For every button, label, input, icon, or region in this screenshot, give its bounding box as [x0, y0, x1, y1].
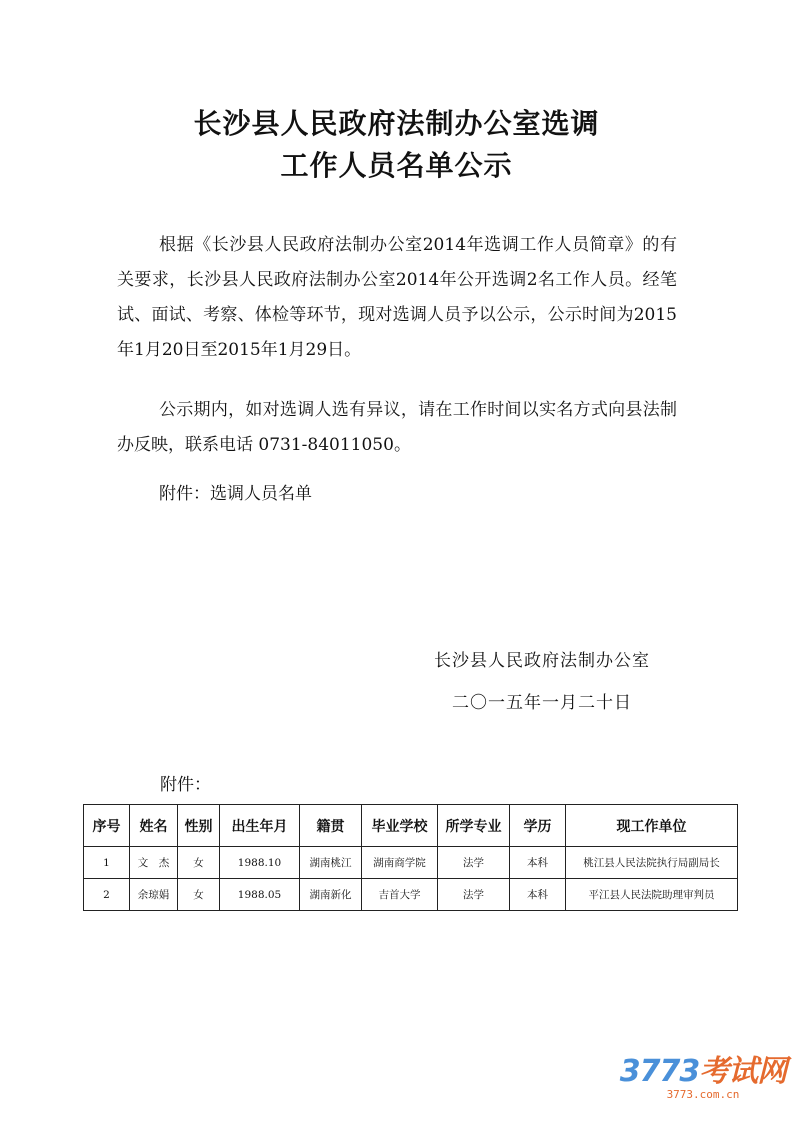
cell-major: 法学: [438, 879, 510, 911]
cell-school: 吉首大学: [362, 879, 438, 911]
col-header-major: 所学专业: [438, 805, 510, 847]
table-row: [84, 847, 738, 879]
site-watermark: [618, 1055, 788, 1101]
cell-gender: 女: [178, 879, 220, 911]
col-header-name: 姓名: [130, 805, 178, 847]
col-header-gender: 性别: [178, 805, 220, 847]
col-header-index: 序号: [84, 805, 130, 847]
cell-index: 1: [84, 847, 130, 879]
cell-education: 本科: [510, 847, 566, 879]
col-header-school: 毕业学校: [362, 805, 438, 847]
col-header-workplace: 现工作单位: [566, 805, 738, 847]
cell-native-place: 湖南新化: [300, 879, 362, 911]
cell-workplace: 桃江县人民法院执行局副局长: [566, 847, 738, 879]
body-paragraph-2: 公示期内，如对选调人选有异议，请在工作时间以实名方式向县法制办反映，联系电话 0731-84011050。: [117, 400, 677, 455]
cell-school: 湖南商学院: [362, 847, 438, 879]
doc-title-line1: 长沙县人民政府法制办公室选调: [193, 107, 600, 140]
watermark-logo: 3773考试网: [619, 1054, 787, 1089]
cell-birth: 1988.10: [220, 847, 300, 879]
cell-workplace: 平江县人民法院助理审判员: [566, 879, 738, 911]
doc-title-line2: 工作人员名单公示: [280, 149, 513, 182]
signature-date: 二〇一五年一月二十日: [452, 693, 632, 713]
staff-table: [83, 804, 738, 911]
attachment-note: 附件：选调人员名单: [159, 484, 312, 504]
table-row: [84, 879, 738, 911]
cell-name: 文 杰: [130, 847, 178, 879]
cell-name: 余琼娟: [130, 879, 178, 911]
body-paragraph-1: 根据《长沙县人民政府法制办公室2014年选调工作人员简章》的有关要求，长沙县人民政府法制办公室2014年公开选调2名工作人员。经笔试、面试、考察、体检等环节，现对选调人员予以公示，公示时间为2015年1月20日至2015年1月29日。: [117, 235, 677, 360]
cell-education: 本科: [510, 879, 566, 911]
col-header-education: 学历: [510, 805, 566, 847]
cell-birth: 1988.05: [220, 879, 300, 911]
signature-org: 长沙县人民政府法制办公室: [434, 651, 650, 671]
col-header-native-place: 籍贯: [300, 805, 362, 847]
watermark-url: 3773.com.cn: [666, 1088, 740, 1101]
cell-index: 2: [84, 879, 130, 911]
col-header-birth: 出生年月: [220, 805, 300, 847]
attachment-label: 附件：: [160, 775, 211, 795]
cell-gender: 女: [178, 847, 220, 879]
table-header-row: [84, 805, 738, 847]
cell-major: 法学: [438, 847, 510, 879]
cell-native-place: 湖南桃江: [300, 847, 362, 879]
